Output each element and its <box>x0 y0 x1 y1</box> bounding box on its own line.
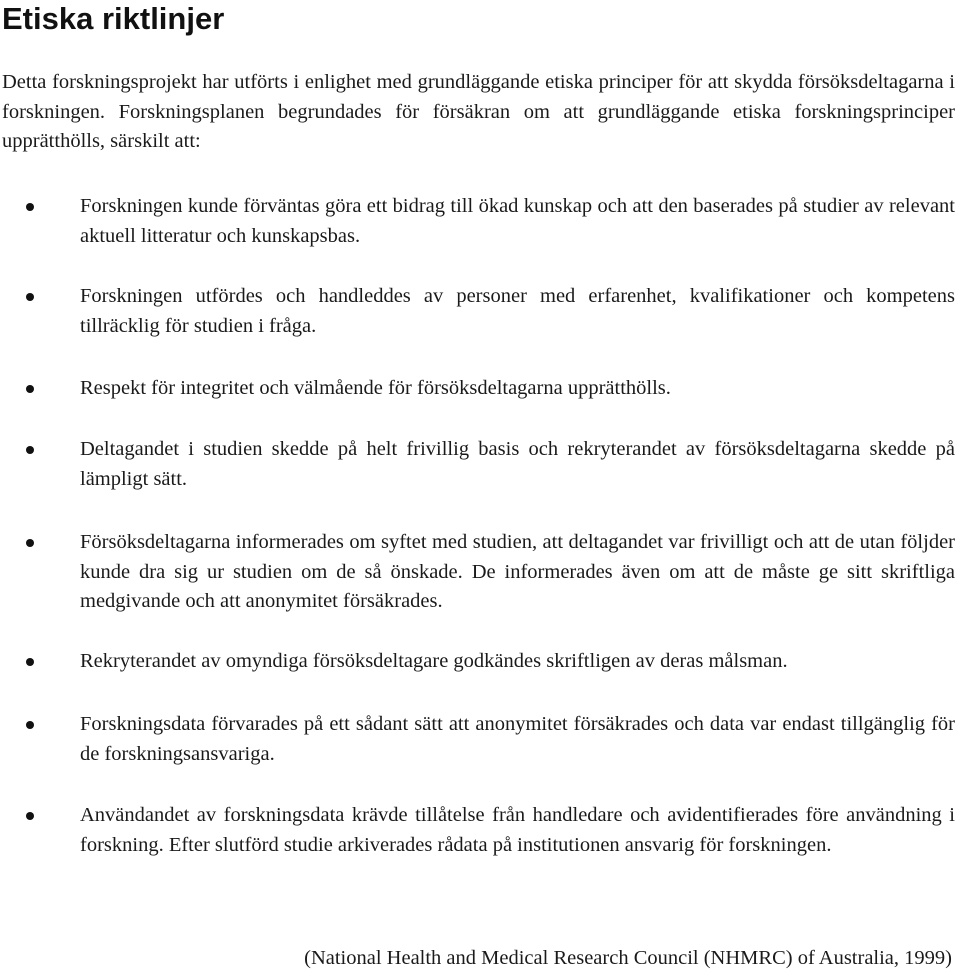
list-item-text: Forskningsdata förvarades på ett sådant sätt att anonymitet försäkrades och data var endast tillgänglig för de forskningsansvariga. <box>80 713 955 765</box>
list-item-text: Rekryterandet av omyndiga försöksdeltagare godkändes skriftligen av deras målsman. <box>80 650 788 672</box>
bullet-icon <box>26 203 34 211</box>
bullet-icon <box>26 446 34 454</box>
list-item-text: Försöksdeltagarna informerades om syftet med studien, att deltagandet var frivilligt och att de utan följder kunde dra sig ur studien om de så önskade. De informerades även om att de måste ge sitt skriftliga medgivande och att anonymitet försäkrades. <box>80 531 955 612</box>
bullet-icon <box>26 385 34 393</box>
list-item-text: Deltagandet i studien skedde på helt frivillig basis och rekryterandet av försöksdeltagarna skedde på lämpligt sätt. <box>80 438 955 490</box>
list-item-text: Användandet av forskningsdata krävde tillåtelse från handledare och avidentifierades före användning i forskning. Efter slutförd studie arkiverades rådata på institutionen ansvarig för forskningen. <box>80 804 955 856</box>
list-item-text: Respekt för integritet och välmående för försöksdeltagarna upprätthölls. <box>80 377 671 399</box>
bullet-icon <box>26 539 34 547</box>
source-citation: (National Health and Medical Research Council (NHMRC) of Australia, 1999) <box>304 947 952 969</box>
list-item-text: Forskningen utfördes och handleddes av personer med erfarenhet, kvalifikationer och kompetens tillräcklig för studien i fråga. <box>80 285 955 337</box>
intro-paragraph: Detta forskningsprojekt har utförts i enlighet med grundläggande etiska principer för att skydda försöksdeltagarna i forskningen. Forskningsplanen begrundades för försäkran om att grundläggande etiska forskningsprinciper upprätthölls, särskilt att: <box>2 71 955 152</box>
bullet-icon <box>26 293 34 301</box>
bullet-icon <box>26 721 34 729</box>
bullet-icon <box>26 812 34 820</box>
list-item-text: Forskningen kunde förväntas göra ett bidrag till ökad kunskap och att den baserades på studier av relevant aktuell litteratur och kunskapsbas. <box>80 195 955 247</box>
page-title: Etiska riktlinjer <box>2 1 225 36</box>
bullet-icon <box>26 658 34 666</box>
